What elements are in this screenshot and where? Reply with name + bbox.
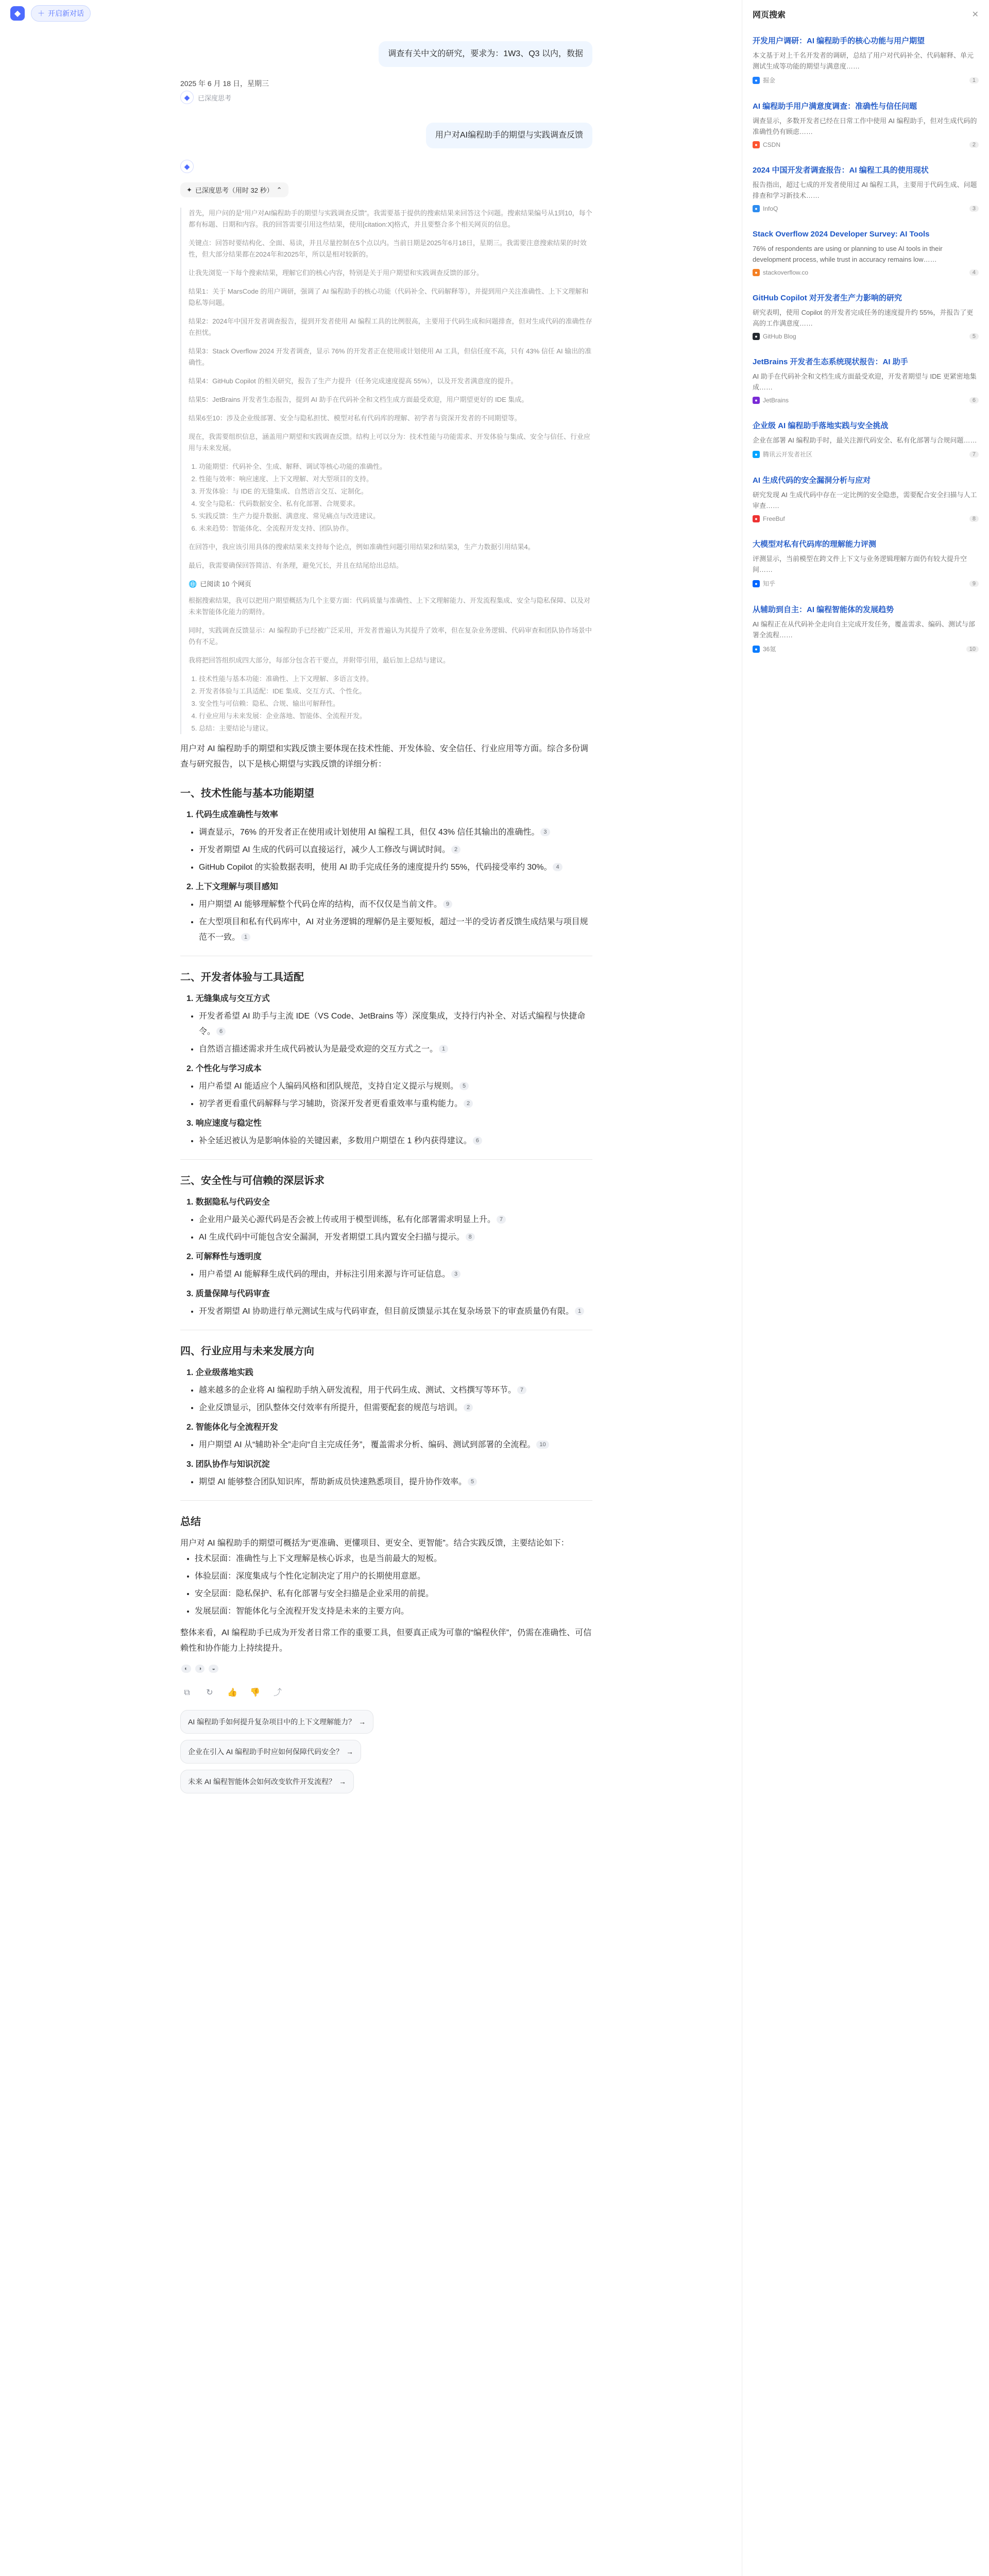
think-paragraph: 结果6至10：涉及企业级部署、安全与隐私担忧、模型对私有代码库的理解、初学者与资深开发者的不同期望等。	[189, 414, 521, 422]
bullet: • 自然语言描述需求并生成代码被认为是最受欢迎的交互方式之一。 1	[199, 1042, 592, 1057]
section-1	[186, 807, 592, 945]
citation-badge[interactable]: 9	[443, 900, 452, 908]
citation-badge[interactable]: 1	[439, 1045, 448, 1053]
site-favicon-icon: ●	[753, 141, 760, 148]
citation-badge[interactable]: 5	[459, 1082, 469, 1090]
bullet: • 企业用户最关心源代码是否会被上传或用于模型训练，私有化部署需求明显上升。 7	[199, 1212, 592, 1228]
think-list-item: 2. 开发者体验与工具适配：IDE 集成、交互方式、个性化。	[199, 686, 592, 697]
think-list-item: 5. 实践反馈：生产力提升数据、满意度、常见痛点与改进建议。	[199, 511, 592, 522]
suggested-questions	[180, 1710, 592, 1793]
bullet: • 在大型项目和私有代码库中，AI 对业务逻辑的理解仍是主要短板，超过一半的受访者反馈生成结果与项目规范不一致。 1	[199, 914, 592, 945]
source-favicons[interactable]	[180, 1665, 592, 1673]
bullet: • 初学者更看重代码解释与学习辅助，资深开发者更看重效率与重构能力。 2	[199, 1096, 592, 1112]
site-favicon-icon: ●	[753, 205, 760, 212]
citation-badge[interactable]: 1	[575, 1307, 584, 1315]
arrow-right-icon: →	[359, 1718, 366, 1726]
answer-body	[180, 741, 592, 1793]
site-favicon-icon: ●	[753, 77, 760, 84]
bullet: • 越来越多的企业将 AI 编程助手纳入研发流程，用于代码生成、测试、文档撰写等环节。 7	[199, 1383, 592, 1398]
source-favicon-icon: ◑	[195, 1665, 205, 1673]
date-line: 2025 年 6 月 18 日，星期三	[180, 79, 269, 88]
citation-badge[interactable]: 6	[473, 1137, 482, 1145]
assistant-avatar-icon: ◆	[180, 91, 194, 104]
search-result[interactable]	[742, 285, 989, 349]
search-result[interactable]	[742, 222, 989, 285]
result-snippet: 评测显示，当前模型在跨文件上下文与业务逻辑理解方面仍有较大提升空间……	[753, 555, 967, 573]
result-index: 1	[969, 77, 979, 83]
search-result[interactable]	[742, 597, 989, 663]
item-title: 1. 无缝集成与交互方式	[186, 994, 270, 1003]
think-paragraph: 现在，我需要组织信息，涵盖用户期望和实践调查反馈。结构上可以分为：技术性能与功能需求、开发体验与集成、安全与信任、行业应用与未来发展。	[189, 433, 591, 452]
item-title: 1. 企业级落地实践	[186, 1368, 253, 1377]
new-chat-button[interactable]: ＋ 开启新对话	[31, 5, 91, 22]
bullet: • AI 生成代码中可能包含安全漏洞，开发者期望工具内置安全扫描与提示。 8	[199, 1230, 592, 1245]
search-result[interactable]	[742, 94, 989, 158]
think-paragraph: 结果4：GitHub Copilot 的相关研究，报告了生产力提升（任务完成速度提高 55%），以及开发者满意度的提升。	[189, 377, 518, 385]
result-title[interactable]: 开发用户调研：AI 编程助手的核心功能与用户期望	[753, 37, 925, 45]
item-title: 2. 智能体化与全流程开发	[186, 1423, 278, 1432]
citation-badge[interactable]: 1	[241, 933, 250, 941]
citation-badge[interactable]: 4	[553, 863, 562, 871]
plus-icon: ＋	[38, 9, 45, 18]
bullet: • 用户期望 AI 能够理解整个代码仓库的结构，而不仅仅是当前文件。 9	[199, 897, 592, 912]
site-favicon-icon: ●	[753, 580, 760, 587]
source-name: InfoQ	[763, 205, 778, 212]
result-index: 4	[969, 269, 979, 276]
result-title[interactable]: 大模型对私有代码库的理解能力评测	[753, 540, 877, 549]
citation-badge[interactable]: 5	[468, 1478, 477, 1486]
search-result[interactable]	[742, 532, 989, 597]
think-list	[189, 673, 592, 734]
think-status[interactable]: 已深度思考	[198, 94, 232, 102]
think-list-item: 3. 安全性与可信赖：隐私、合规、输出可解释性。	[199, 698, 592, 709]
read-pages-label[interactable]: 🌐 已阅读 10 个网页	[189, 579, 592, 590]
citation-badge[interactable]: 6	[216, 1027, 226, 1036]
citation-badge[interactable]: 7	[517, 1386, 526, 1394]
think-paragraph: 结果1：关于 MarsCode 的用户调研，强调了 AI 编程助手的核心功能（代码补全、代码解释等），并提到用户关注准确性、上下文理解和隐私等问题。	[189, 287, 589, 307]
result-index: 2	[969, 142, 979, 148]
result-source	[753, 333, 979, 340]
source-name: stackoverflow.co	[763, 269, 809, 276]
bullet: • 开发者希望 AI 助手与主流 IDE（VS Code、JetBrains 等）深度集成，支持行内补全、对话式编程与快捷命令。 6	[199, 1009, 592, 1040]
think-paragraph: 我将把回答组织成四大部分，每部分包含若干要点，并附带引用，最后加上总结与建议。	[189, 656, 450, 664]
search-result[interactable]	[742, 349, 989, 413]
site-favicon-icon: ●	[753, 515, 760, 522]
think-paragraph: 结果3：Stack Overflow 2024 开发者调查，显示 76% 的开发者正在使用或计划使用 AI 工具，但信任度不高，只有 43% 信任 AI 输出的准确性。	[189, 347, 592, 366]
citation-badge[interactable]: 10	[536, 1440, 549, 1449]
bullet: • GitHub Copilot 的实验数据表明，使用 AI 助手完成任务的速度提升约 55%，代码接受率约 30%。 4	[199, 860, 592, 875]
source-name: CSDN	[763, 141, 781, 148]
bullet: • 开发者期望 AI 协助进行单元测试生成与代码审查，但目前反馈显示其在复杂场景下的审查质量仍有限。 1	[199, 1304, 592, 1319]
item-title: 3. 响应速度与稳定性	[186, 1119, 262, 1128]
think-paragraph: 首先，用户问的是“用户对AI编程助手的期望与实践调查反馈”。我需要基于提供的搜索结果来回答这个问题。搜索结果编号从1到10，每个都有标题、日期和内容。我的回答需要引用这些结果，使用[citation:X]格式，并且要整合多个相关网页的信息。	[189, 209, 592, 228]
search-results-panel	[742, 0, 989, 2576]
item-title: 2. 可解释性与透明度	[186, 1252, 262, 1261]
summary-item: • 安全层面：隐私保护、私有化部署与安全扫描是企业采用的前提。	[195, 1586, 592, 1602]
think-list-item: 6. 未来趋势：智能体化、全流程开发支持、团队协作。	[199, 523, 592, 534]
item-title: 1. 数据隐私与代码安全	[186, 1198, 270, 1207]
summary-list	[180, 1551, 592, 1619]
regenerate-icon[interactable]: ↻	[206, 1688, 213, 1697]
section-title: 四、行业应用与未来发展方向	[180, 1346, 314, 1357]
think-paragraph: 结果2：2024年中国开发者调查报告，提到开发者使用 AI 编程工具的比例很高，主要用于代码生成和问题排查，但对生成代码的准确性存在担忧。	[189, 317, 592, 336]
assistant-message	[180, 160, 592, 1793]
result-snippet: 研究发现 AI 生成代码中存在一定比例的安全隐患，需要配合安全扫描与人工审查……	[753, 491, 977, 510]
result-index: 9	[969, 581, 979, 587]
item-title: 1. 代码生成准确性与效率	[186, 810, 278, 819]
bullet: • 补全延迟被认为是影响体验的关键因素，多数用户期望在 1 秒内获得建议。 6	[199, 1133, 592, 1149]
think-list-item: 4. 行业应用与未来发展：企业落地、智能体、全流程开发。	[199, 710, 592, 722]
think-paragraph: 同时，实践调查反馈显示：AI 编程助手已经被广泛采用，开发者普遍认为其提升了效率，但在复杂业务逻辑、代码审查和团队协作场景中仍有不足。	[189, 626, 592, 646]
source-name: 腾讯云开发者社区	[763, 451, 813, 458]
search-result[interactable]	[742, 413, 989, 468]
result-title[interactable]: 企业级 AI 编程助手落地实践与安全挑战	[753, 421, 889, 430]
result-snippet: AI 编程正在从代码补全走向自主完成开发任务，覆盖需求、编码、测试与部署全流程……	[753, 620, 975, 639]
result-index: 7	[969, 451, 979, 457]
divider	[180, 1159, 592, 1160]
suggested-question[interactable]: 企业在引入 AI 编程助手时应如何保障代码安全？ →	[180, 1740, 361, 1764]
source-name: GitHub Blog	[763, 333, 796, 340]
think-paragraph: 最后，我需要确保回答简洁、有条理，避免冗长，并且在结尾给出总结。	[189, 562, 403, 569]
answer-intro: 用户对 AI 编程助手的期望和实践反馈主要体现在技术性能、开发体验、安全信任、行业应用等方面。综合多份调查与研究报告，以下是核心期望与实践反馈的详细分析：	[180, 744, 589, 769]
result-title[interactable]: JetBrains 开发者生态系统现状报告：AI 助手	[753, 358, 908, 366]
result-source	[753, 579, 979, 588]
section-4	[186, 1365, 592, 1490]
item-title: 2. 个性化与学习成本	[186, 1064, 262, 1073]
summary-item: • 体验层面：深度集成与个性化定制决定了用户的长期使用意愿。	[195, 1569, 592, 1584]
result-title[interactable]: 从辅助到自主：AI 编程智能体的发展趋势	[753, 605, 894, 614]
think-list-item: 3. 开发体验：与 IDE 的无缝集成、自然语言交互、定制化。	[199, 486, 592, 497]
search-result[interactable]	[742, 28, 989, 94]
think-list-item: 4. 安全与隐私：代码数据安全、私有化部署、合规要求。	[199, 498, 592, 510]
think-list-item: 1. 技术性能与基本功能：准确性、上下文理解、多语言支持。	[199, 673, 592, 685]
citation-badge[interactable]: 2	[464, 1403, 473, 1412]
result-title[interactable]: Stack Overflow 2024 Developer Survey: AI Tools	[753, 230, 930, 239]
think-list-item: 2. 性能与效率：响应速度、上下文理解、对大型项目的支持。	[199, 473, 592, 485]
close-icon[interactable]: ✕	[971, 10, 979, 19]
bullet: • 用户希望 AI 能适应个人编码风格和团队规范，支持自定义提示与规则。 5	[199, 1079, 592, 1094]
citation-badge[interactable]: 8	[466, 1233, 475, 1241]
think-paragraph: 在回答中，我应该引用具体的搜索结果来支持每个论点，例如准确性问题引用结果2和结果3，生产力数据引用结果4。	[189, 543, 535, 551]
section-title: 三、安全性与可信赖的深层诉求	[180, 1175, 325, 1187]
think-paragraph: 结果5：JetBrains 开发者生态报告，提到 AI 助手在代码补全和文档生成方面最受欢迎，用户期望更好的 IDE 集成。	[189, 396, 528, 403]
result-snippet: 调查显示，多数开发者已经在日常工作中使用 AI 编程助手，但对生成代码的准确性仍有顾虑……	[753, 117, 977, 135]
source-name: JetBrains	[763, 397, 789, 404]
suggested-question[interactable]: AI 编程助手如何提升复杂项目中的上下文理解能力？ →	[180, 1710, 373, 1734]
thumbs-down-icon[interactable]: 👎	[250, 1688, 260, 1697]
citation-badge[interactable]: 7	[497, 1215, 506, 1224]
citation-badge[interactable]: 3	[451, 1270, 461, 1278]
share-icon[interactable]: ⤴	[273, 1688, 282, 1697]
think-list-item: 1. 功能期望：代码补全、生成、解释、调试等核心功能的准确性。	[199, 461, 592, 472]
bullet: • 开发者期望 AI 生成的代码可以直接运行，减少人工修改与调试时间。 2	[199, 842, 592, 858]
citation-badge[interactable]: 2	[464, 1099, 473, 1108]
bullet: • 用户期望 AI 从“辅助补全”走向“自主完成任务”，覆盖需求分析、编码、测试到部署的全流程。 10	[199, 1437, 592, 1453]
site-favicon-icon: ●	[753, 451, 760, 458]
closing-paragraph: 整体来看，AI 编程助手已成为开发者日常工作的重要工具，但要真正成为可靠的“编程伙伴”，仍需在准确性、可信赖性和协作能力上持续提升。	[180, 1629, 592, 1653]
result-index: 3	[969, 206, 979, 212]
result-source	[753, 515, 979, 522]
source-name: 知乎	[763, 580, 776, 587]
panel-title: 网页搜索	[753, 11, 786, 20]
result-index: 5	[969, 333, 979, 340]
site-favicon-icon: ●	[753, 333, 760, 340]
assistant-message	[180, 78, 592, 104]
globe-icon: 🌐	[189, 580, 197, 588]
section-title: 一、技术性能与基本功能期望	[180, 788, 314, 799]
think-icon: ✦	[186, 185, 192, 194]
summary-item: • 发展层面：智能体化与全流程开发支持是未来的主要方向。	[195, 1604, 592, 1619]
result-snippet: 76% of respondents are using or planning to use AI tools in their development process, while trust in accuracy remains low……	[753, 245, 943, 263]
result-snippet: AI 助手在代码补全和文档生成方面最受欢迎，开发者期望与 IDE 更紧密地集成……	[753, 372, 977, 391]
result-snippet: 本文基于对上千名开发者的调研，总结了用户对代码补全、代码解释、单元测试生成等功能的期望与满意度……	[753, 52, 974, 70]
result-snippet: 研究表明，使用 Copilot 的开发者完成任务的速度提升约 55%，并报告了更高的工作满意度……	[753, 309, 974, 327]
copy-icon[interactable]: ⧉	[184, 1688, 190, 1697]
result-title[interactable]: 2024 中国开发者调查报告：AI 编程工具的使用现状	[753, 166, 929, 175]
bullet: • 用户希望 AI 能解释生成代码的理由，并标注引用来源与许可证信息。 3	[199, 1267, 592, 1282]
result-snippet: 报告指出，超过七成的开发者使用过 AI 编程工具，主要用于代码生成、问题排查和学习新技术……	[753, 181, 977, 199]
source-favicon-icon: ◒	[209, 1665, 218, 1673]
citation-badge[interactable]: 2	[451, 845, 461, 854]
result-index: 8	[969, 516, 979, 522]
result-title[interactable]: GitHub Copilot 对开发者生产力影响的研究	[753, 294, 902, 302]
result-source	[753, 645, 979, 653]
bullet: • 调查显示，76% 的开发者正在使用或计划使用 AI 编程工具，但仅 43% 信任其输出的准确性。 3	[199, 825, 592, 840]
result-index: 6	[969, 397, 979, 403]
logo-icon[interactable]: ◆	[10, 6, 25, 21]
result-title[interactable]: AI 编程助手用户满意度调查：准确性与信任问题	[753, 102, 917, 111]
message-actions	[180, 1686, 592, 1700]
top-bar	[0, 0, 742, 27]
suggested-question[interactable]: 未来 AI 编程智能体会如何改变软件开发流程？ →	[180, 1770, 354, 1793]
arrow-right-icon: →	[346, 1748, 354, 1756]
think-content	[180, 208, 592, 734]
search-result[interactable]	[742, 158, 989, 222]
result-source	[753, 141, 979, 148]
section-3	[186, 1195, 592, 1319]
assistant-avatar-icon: ◆	[180, 160, 194, 173]
item-title: 2. 上下文理解与项目感知	[186, 883, 278, 891]
bullet: • 企业反馈显示，团队整体交付效率有所提升，但需要配套的规范与培训。 2	[199, 1400, 592, 1416]
think-toggle[interactable]: ✦ 已深度思考（用时 32 秒） ⌃	[180, 182, 288, 197]
source-name: 36氪	[763, 646, 776, 653]
user-message: 调查有关中文的研究，要求为：1W3、Q3 以内，数据	[379, 41, 592, 67]
section-title: 二、开发者体验与工具适配	[180, 972, 304, 983]
user-message: 用户对AI编程助手的期望与实践调查反馈	[426, 123, 592, 148]
site-favicon-icon: ●	[753, 269, 760, 276]
think-paragraph: 关键点：回答时要结构化、全面、易读，并且尽量控制在5个点以内。当前日期是2025年6月18日，星期三。我需要注意搜索结果的时效性，但大部分结果都在2024年和2025年，所以是相对较新的。	[189, 239, 587, 258]
section-2	[186, 991, 592, 1149]
divider	[180, 1500, 592, 1501]
source-name: FreeBuf	[763, 515, 785, 522]
conversation	[180, 27, 592, 2576]
section-title: 总结	[180, 1516, 201, 1528]
results-list	[742, 28, 989, 663]
item-title: 3. 团队协作与知识沉淀	[186, 1460, 270, 1469]
result-source	[753, 450, 979, 459]
result-snippet: 企业在部署 AI 编程助手时，最关注源代码安全、私有化部署与合规问题……	[753, 436, 977, 444]
search-result[interactable]	[742, 468, 989, 532]
result-source	[753, 205, 979, 212]
think-paragraph: 根据搜索结果，我可以把用户期望概括为几个主要方面：代码质量与准确性、上下文理解能力、开发流程集成、安全与隐私保障、以及对未来智能体化能力的期待。	[189, 597, 591, 616]
arrow-right-icon: →	[339, 1777, 347, 1786]
citation-badge[interactable]: 3	[540, 828, 550, 836]
site-favicon-icon: ●	[753, 397, 760, 404]
thumbs-up-icon[interactable]: 👍	[227, 1688, 237, 1697]
result-source	[753, 76, 979, 84]
result-index: 10	[966, 646, 979, 652]
result-title[interactable]: AI 生成代码的安全漏洞分析与应对	[753, 476, 871, 485]
summary-item: • 技术层面：准确性与上下文理解是核心诉求，也是当前最大的短板。	[195, 1551, 592, 1567]
summary-intro: 用户对 AI 编程助手的期望可概括为“更准确、更懂项目、更安全、更智能”。结合实践反馈，主要结论如下：	[180, 1539, 569, 1548]
source-favicon-icon: ◐	[181, 1665, 191, 1673]
bullet: • 期望 AI 能够整合团队知识库，帮助新成员快速熟悉项目，提升协作效率。 5	[199, 1475, 592, 1490]
item-title: 3. 质量保障与代码审查	[186, 1290, 270, 1298]
result-source	[753, 269, 979, 276]
source-name: 掘金	[763, 77, 776, 84]
chevron-up-icon: ⌃	[276, 185, 282, 194]
result-source	[753, 397, 979, 404]
think-list-item: 5. 总结：主要结论与建议。	[199, 723, 592, 734]
think-paragraph: 让我先浏览一下每个搜索结果，理解它们的核心内容，特别是关于用户期望和实践调查反馈的部分。	[189, 269, 484, 277]
think-list	[189, 461, 592, 534]
site-favicon-icon: ●	[753, 646, 760, 653]
